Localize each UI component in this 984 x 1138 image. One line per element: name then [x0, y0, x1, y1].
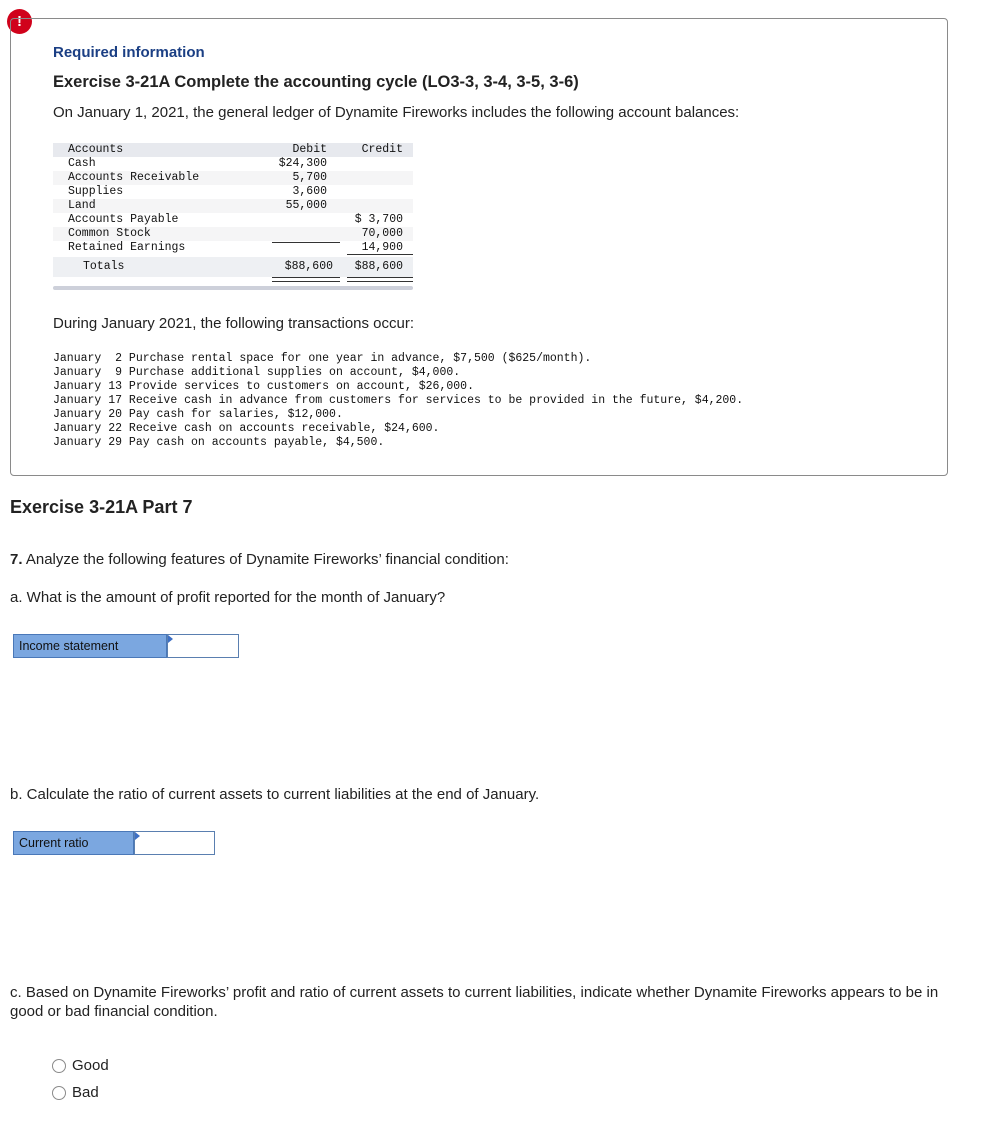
transaction-line: January 17 Receive cash in advance from customers for services to be provided in the future, $4,200. [53, 394, 744, 407]
table-scrollbar[interactable] [53, 286, 413, 290]
transaction-line: January 29 Pay cash on accounts payable, $4,500. [53, 436, 385, 449]
question-c: c. Based on Dynamite Fireworks’ profit and ratio of current assets to current liabilities, indicate whether Dynamite Fireworks appears to be in good or bad financial condition. [10, 984, 939, 1020]
question-number: 7. [10, 551, 23, 568]
totals-debit: $88,600 [284, 260, 333, 273]
transaction-line: January 13 Provide services to customers on account, $26,000. [53, 380, 474, 393]
required-information-title: Required information [53, 44, 205, 61]
header-debit: Debit [292, 143, 327, 156]
question-7 [10, 551, 509, 568]
totals-label: Totals [83, 260, 125, 273]
input-marker-icon [135, 832, 140, 840]
part-title: Exercise 3-21A Part 7 [10, 497, 193, 517]
exercise-title: Exercise 3-21A Complete the accounting cycle (LO3-3, 3-4, 3-5, 3-6) [53, 73, 579, 91]
ledger-row [53, 157, 413, 171]
income-statement-input[interactable] [167, 634, 239, 658]
current-ratio-answer-row [13, 831, 215, 855]
income-statement-answer-row [13, 634, 239, 658]
radio-option-bad[interactable] [52, 1084, 99, 1101]
account-name: Supplies [68, 185, 124, 198]
credit-double-underline [347, 277, 413, 282]
input-marker-icon [168, 635, 173, 643]
income-statement-label: Income statement [13, 634, 167, 658]
radio-circle-icon[interactable] [52, 1086, 66, 1100]
ledger-row [53, 213, 413, 227]
account-name: Retained Earnings [68, 241, 186, 254]
question-b: b. Calculate the ratio of current assets to current liabilities at the end of January. [10, 786, 540, 803]
ledger-totals-row [53, 257, 413, 277]
radio-circle-icon[interactable] [52, 1059, 66, 1073]
ledger-row [53, 199, 413, 213]
credit-amount: $ 3,700 [354, 213, 403, 226]
debit-amount: $24,300 [278, 157, 327, 170]
ledger-header-row [53, 143, 413, 157]
totals-credit: $88,600 [354, 260, 403, 273]
credit-amount: 70,000 [361, 227, 403, 240]
intro-text: On January 1, 2021, the general ledger of Dynamite Fireworks includes the following account balances: [53, 104, 740, 121]
account-name: Common Stock [68, 227, 151, 240]
question-a: a. What is the amount of profit reported for the month of January? [10, 589, 446, 606]
current-ratio-input[interactable] [134, 831, 215, 855]
transaction-line: January 20 Pay cash for salaries, $12,000. [53, 408, 343, 421]
during-text: During January 2021, the following transactions occur: [53, 315, 415, 332]
account-name: Accounts Payable [68, 213, 179, 226]
alert-icon: ! [7, 9, 32, 34]
radio-option-good[interactable] [52, 1057, 109, 1074]
account-name: Accounts Receivable [68, 171, 200, 184]
credit-amount: 14,900 [361, 241, 403, 254]
debit-double-underline [272, 277, 340, 282]
question-7-text: Analyze the following features of Dynamite Fireworks’ financial condition: [25, 551, 509, 568]
header-credit: Credit [361, 143, 403, 156]
debit-amount: 55,000 [285, 199, 327, 212]
transactions-list [53, 352, 743, 450]
transaction-line: January 2 Purchase rental space for one year in advance, $7,500 ($625/month). [53, 352, 592, 365]
radio-label: Good [72, 1057, 109, 1074]
ledger-row [53, 185, 413, 199]
ledger-row [53, 171, 413, 185]
debit-amount: 5,700 [292, 171, 327, 184]
ledger-row [53, 241, 413, 255]
account-name: Land [68, 199, 96, 212]
header-accounts: Accounts [68, 143, 124, 156]
account-name: Cash [68, 157, 96, 170]
credit-underline [347, 254, 413, 255]
ledger-row [53, 227, 413, 241]
debit-amount: 3,600 [292, 185, 327, 198]
transaction-line: January 22 Receive cash on accounts receivable, $24,600. [53, 422, 440, 435]
debit-underline [272, 242, 340, 243]
transaction-line: January 9 Purchase additional supplies on account, $4,000. [53, 366, 461, 379]
radio-label: Bad [72, 1084, 99, 1101]
current-ratio-label: Current ratio [13, 831, 134, 855]
